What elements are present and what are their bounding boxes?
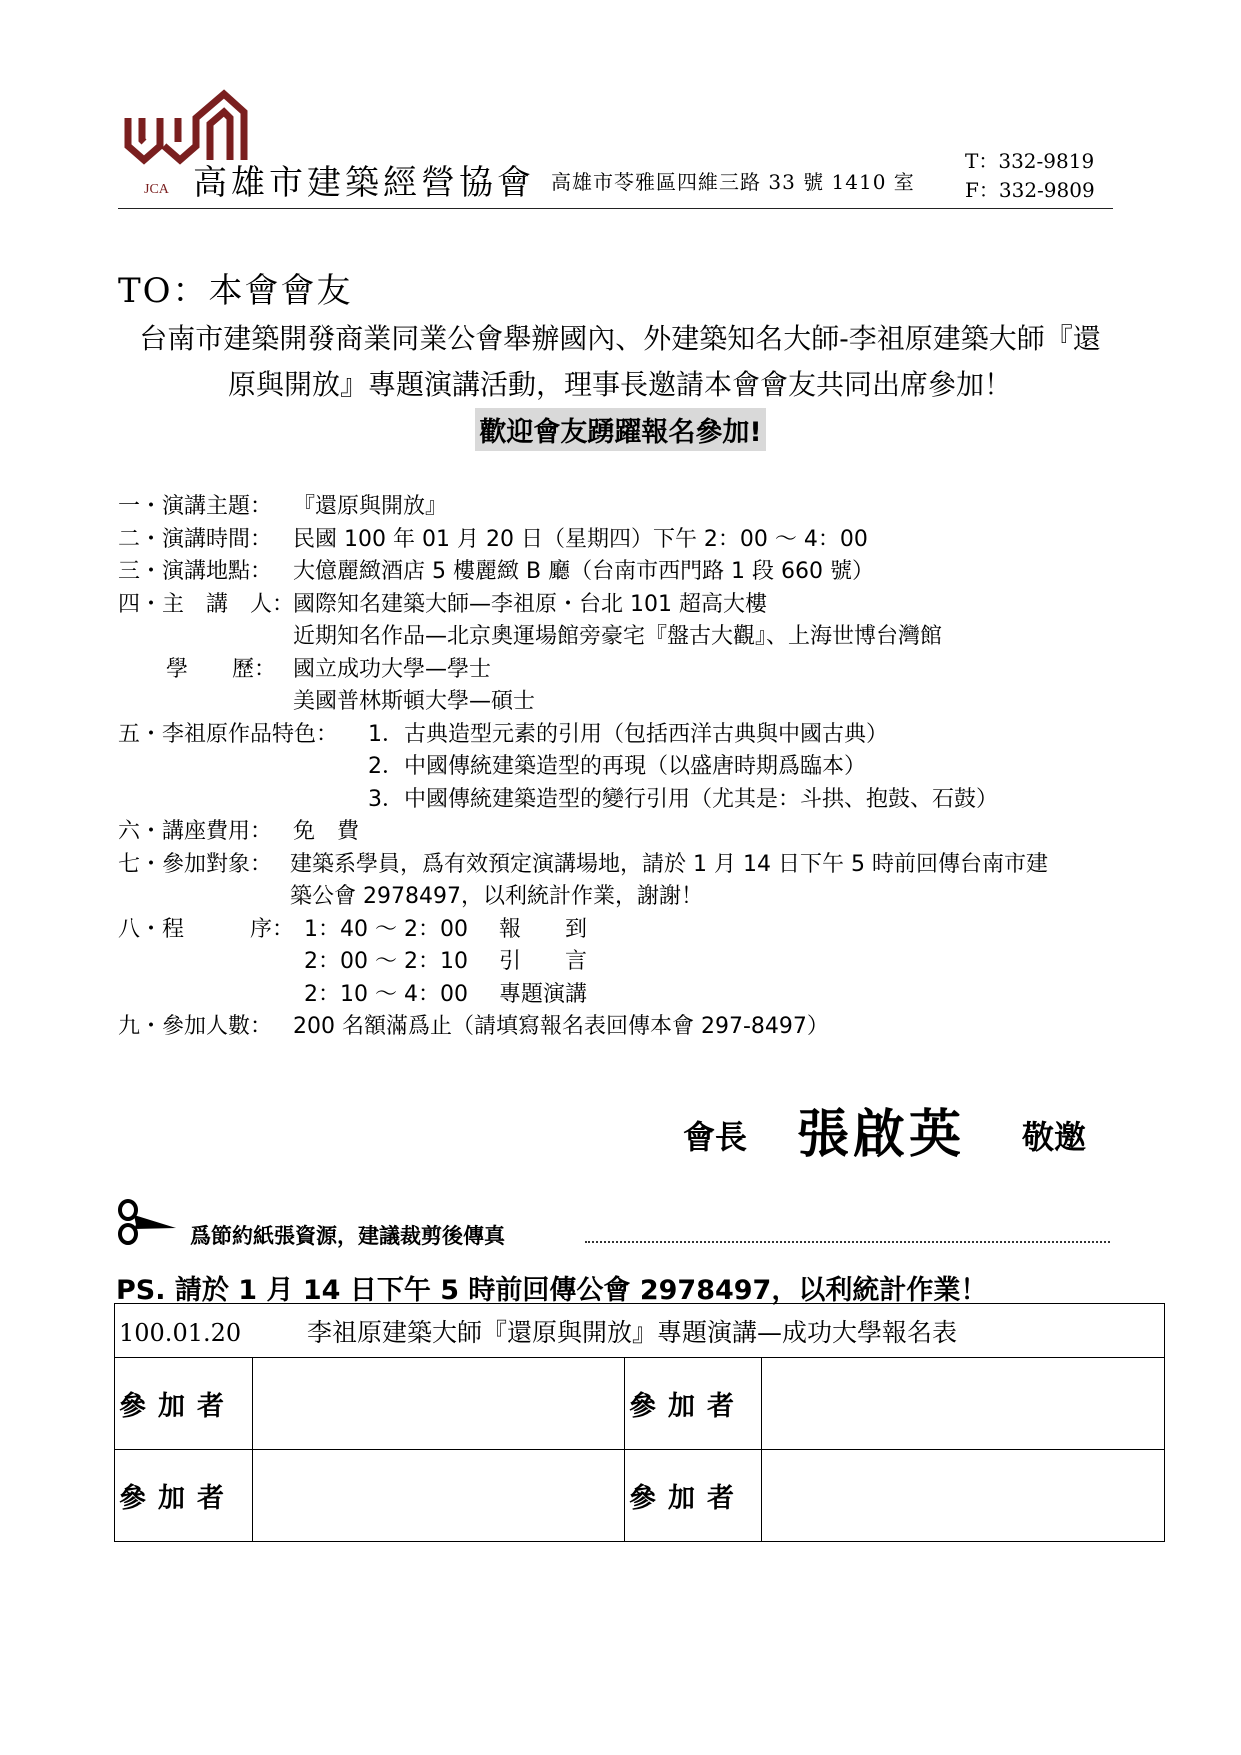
signature-name: 張啟英 <box>797 1104 966 1165</box>
welcome-banner: 歡迎會友踴躍報名參加! <box>475 408 765 451</box>
form-row <box>115 1358 1165 1450</box>
ps-note: PS. 請於 1 月 14 日下午 5 時前回傳公會 2978497，以利統計作業！ <box>116 1275 988 1306</box>
program-time: 2：10 ～ 4：00 <box>304 981 468 1007</box>
detail-time <box>118 524 1128 557</box>
intro-line-2: 原與開放』專題演講活動，理事長邀請本會會友共同出席參加！ <box>227 368 1012 401</box>
participant-label: 參加者 <box>115 1358 253 1450</box>
detail-value: 『還原與開放』 <box>293 494 448 519</box>
participant-field[interactable] <box>253 1358 625 1450</box>
detail-program <box>118 914 1128 947</box>
program-activity: 引 言 <box>499 949 588 974</box>
org-tel: T：332-9819 <box>965 149 1095 173</box>
logo-text: JCA <box>144 182 169 197</box>
org-fax: F：332-9809 <box>965 178 1095 202</box>
detail-value: 200 名額滿爲止（請填寫報名表回傳本會 297-8497） <box>293 1014 829 1039</box>
detail-education-2: 美國普林斯頓大學—碩士 <box>293 689 536 714</box>
addressee: TO：本會會友 <box>118 271 353 311</box>
form-title: 李祖原建築大師『還原與開放』專題演講—成功大學報名表 <box>306 1317 957 1347</box>
detail-value: 建築系學員，爲有效預定演講場地，請於 1 月 14 日下午 5 時前回傳台南市建 <box>290 851 1048 877</box>
participant-label: 參加者 <box>625 1450 762 1542</box>
program-activity: 報 到 <box>499 916 588 942</box>
detail-education <box>118 654 1128 687</box>
participant-field[interactable] <box>253 1450 625 1542</box>
program-activity: 專題演講 <box>499 981 588 1007</box>
detail-value: 國立成功大學—學士 <box>293 656 492 682</box>
welcome-wrap <box>0 408 1241 451</box>
org-address: 高雄市苓雅區四維三路 33 號 1410 室 <box>551 170 915 194</box>
detail-label: 三・演講地點： <box>118 559 273 584</box>
detail-fee <box>118 816 1128 849</box>
detail-venue <box>118 556 1128 589</box>
detail-features <box>118 719 1128 752</box>
participant-label: 參加者 <box>625 1358 762 1450</box>
org-contact <box>965 147 1095 205</box>
program-time: 2：00 ～ 2：10 <box>304 949 468 974</box>
org-name: 高雄市建築經營協會 <box>193 163 535 203</box>
program-item <box>118 946 1128 979</box>
signature-title: 會長 <box>683 1118 748 1156</box>
form-header-row <box>115 1304 1165 1358</box>
signature-regards: 敬邀 <box>1022 1118 1087 1156</box>
participant-field[interactable] <box>762 1450 1165 1542</box>
detail-label: 二・演講時間： <box>118 526 273 552</box>
detail-speaker-works: 近期知名作品—北京奧運場館旁豪宅『盤古大觀』、上海世博台灣館 <box>293 624 943 649</box>
detail-label: 四・主 講 人： <box>118 591 295 617</box>
intro-line-1: 台南市建築開發商業同業公會舉辦國內、外建築知名大師-李祖原建築大師『還 <box>139 322 1101 355</box>
form-header <box>115 1304 1165 1358</box>
detail-value: 1．古典造型元素的引用（包括西洋古典與中國古典） <box>368 721 888 747</box>
detail-value: 大億麗緻酒店 5 樓麗緻 B 廳（台南市西門路 1 段 660 號） <box>293 559 875 584</box>
cut-dotted-line <box>585 1221 1110 1243</box>
participant-field[interactable] <box>762 1358 1165 1450</box>
form-row <box>115 1450 1165 1542</box>
detail-feature-3: 3．中國傳統建築造型的變行引用（尤其是：斗拱、抱鼓、石鼓） <box>368 786 998 812</box>
detail-topic <box>118 491 1128 524</box>
detail-value: 民國 100 年 01 月 20 日（星期四）下午 2：00 ～ 4：00 <box>293 526 868 552</box>
form-date: 100.01.20 <box>119 1318 242 1347</box>
detail-capacity <box>118 1011 1128 1044</box>
scissors-icon <box>116 1198 178 1246</box>
detail-audience-2: 築公會 2978497，以利統計作業，謝謝！ <box>290 884 703 909</box>
header-divider <box>118 208 1113 209</box>
detail-label: 七・參加對象： <box>118 851 273 877</box>
detail-audience <box>118 849 1128 882</box>
detail-label: 學 歷： <box>166 656 277 682</box>
detail-label: 六・講座費用： <box>118 819 273 844</box>
program-item <box>304 914 1128 947</box>
detail-label: 一・演講主題： <box>118 494 273 519</box>
intro-paragraph <box>110 316 1130 408</box>
event-details <box>118 491 1128 1044</box>
detail-label: 九・參加人數： <box>118 1014 273 1039</box>
detail-label: 五・李祖原作品特色： <box>118 721 339 747</box>
registration-form <box>114 1303 1165 1542</box>
detail-label: 八・程 序： <box>118 916 295 942</box>
detail-feature-2: 2．中國傳統建築造型的再現（以盛唐時期爲臨本） <box>368 754 866 779</box>
program-item <box>118 979 1128 1012</box>
participant-label: 參加者 <box>115 1450 253 1542</box>
program-time: 1：40 ～ 2：00 <box>304 916 468 942</box>
cut-instruction: 爲節約紙張資源，建議裁剪後傳真 <box>190 1224 505 1248</box>
detail-value: 國際知名建築大師—李祖原・台北 101 超高大樓 <box>293 591 767 617</box>
detail-value: 免 費 <box>293 819 360 844</box>
detail-speaker <box>118 589 1128 622</box>
